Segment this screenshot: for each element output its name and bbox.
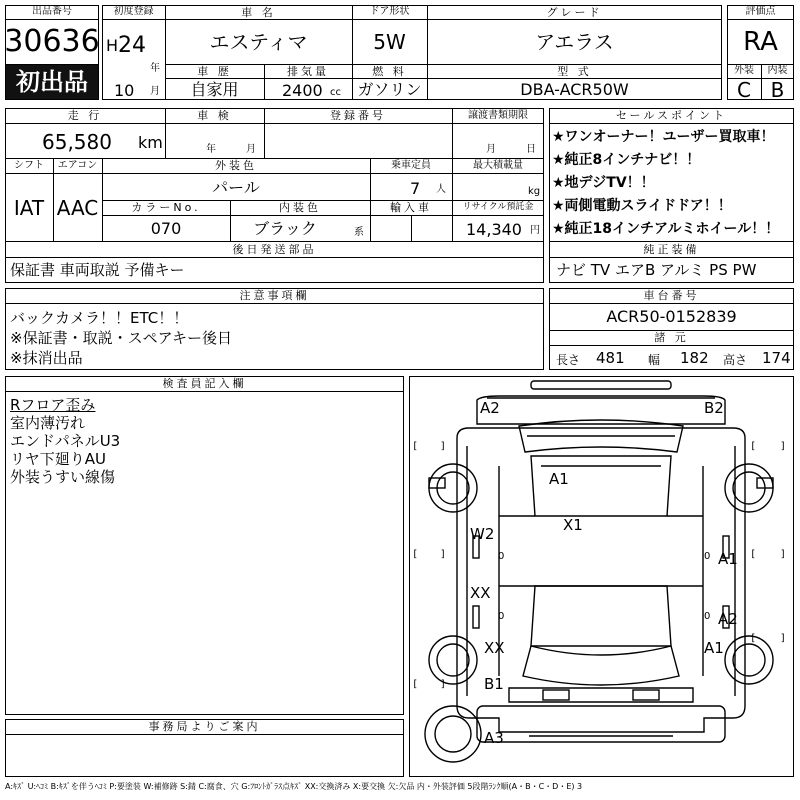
lot-number: 30636 bbox=[4, 24, 100, 59]
zero-mark: 0 bbox=[498, 551, 505, 562]
width-label: 幅 bbox=[648, 353, 661, 367]
damage-mark: A2 bbox=[718, 610, 738, 628]
bracket-left: [ bbox=[750, 549, 757, 560]
chassis-label: 車台番号 bbox=[643, 289, 700, 302]
color-no-label: カラーNo. bbox=[131, 201, 201, 214]
capacity-label: 乗車定員 bbox=[391, 159, 431, 171]
selling-point: ★純正8インチナビ！！ bbox=[552, 152, 701, 168]
recycle-label: リサイクル預託金 bbox=[462, 202, 534, 212]
fuel-label: 燃 料 bbox=[372, 64, 407, 78]
grade: アエラス bbox=[535, 30, 614, 54]
damage-mark: X1 bbox=[563, 516, 583, 534]
bracket-right: ] bbox=[440, 549, 447, 560]
shift: IAT bbox=[13, 196, 45, 220]
bracket-left: [ bbox=[750, 441, 757, 452]
inspector-line: リヤ下廻りAU bbox=[10, 450, 106, 468]
color-no: 070 bbox=[150, 219, 182, 238]
inspection-label: 車 検 bbox=[197, 109, 232, 122]
car-name-label: 車 名 bbox=[241, 5, 276, 19]
note-line: ※抹消出品 bbox=[10, 349, 83, 367]
selling-point: ★両側電動スライドドア！！ bbox=[552, 198, 732, 214]
bracket-left: [ bbox=[412, 549, 419, 560]
equipment: ナビ TV エアB アルミ PS PW bbox=[556, 261, 757, 279]
selling-point: ★地デジTV！！ bbox=[552, 175, 655, 191]
car-name: エスティマ bbox=[209, 30, 308, 54]
interior-color: ブラック bbox=[253, 219, 317, 238]
damage-mark: A1 bbox=[704, 639, 724, 657]
reg-year: 24 bbox=[118, 33, 146, 58]
damage-mark: A3 bbox=[484, 729, 504, 747]
recycle-unit: 円 bbox=[530, 225, 540, 236]
year-unit: 年 bbox=[150, 63, 160, 74]
fuel: ガソリン bbox=[357, 79, 422, 99]
score-label: 評価点 bbox=[745, 6, 776, 17]
legend: A:ｷｽﾞ U:ﾍｺﾐ B:ｷｽﾞを伴うﾍｺﾐ P:要塗装 W:補修跡 S:錆 C:腐食、穴 G:ﾌﾛﾝﾄｶﾞﾗｽ点ｷｽﾞ XX:交換済み X:要交換 欠:欠品 内・外装評価 5段階ﾗﾝｸ順(A・B・C・D・E) 3 bbox=[5, 782, 583, 791]
int-color-label: 内装色 bbox=[279, 201, 321, 214]
mileage-label: 走 行 bbox=[67, 109, 103, 122]
load-unit: kg bbox=[528, 186, 541, 197]
damage-mark: A2 bbox=[480, 399, 500, 417]
later-parts-label: 後日発送部品 bbox=[232, 242, 317, 256]
displacement: 2400 bbox=[282, 81, 323, 100]
car-diagram bbox=[409, 376, 794, 777]
transfer-month-unit: 月 bbox=[486, 144, 496, 155]
damage-mark: B1 bbox=[484, 675, 504, 693]
selling-points-label: セールスポイント bbox=[615, 109, 727, 122]
inspection-year-unit: 年 bbox=[206, 144, 216, 155]
damage-mark: XX bbox=[484, 639, 505, 657]
dims-label: 諸 元 bbox=[654, 331, 689, 344]
history: 自家用 bbox=[190, 79, 239, 99]
inspector-label: 検査員記入欄 bbox=[162, 377, 247, 390]
bracket-left: [ bbox=[412, 441, 419, 452]
first-listing-badge: 初出品 bbox=[6, 65, 98, 99]
damage-mark: W2 bbox=[470, 525, 495, 543]
reg-month: 10 bbox=[114, 81, 135, 100]
door-type: 5W bbox=[373, 30, 406, 54]
bracket-right: ] bbox=[780, 633, 787, 644]
height: 174 bbox=[762, 349, 791, 367]
office-label: 事務局よりご案内 bbox=[148, 720, 261, 733]
inspector-line: 外装うすい線傷 bbox=[10, 468, 116, 486]
mileage-unit: km bbox=[138, 133, 163, 152]
month-unit: 月 bbox=[150, 86, 160, 97]
exterior-grade: C bbox=[737, 77, 751, 102]
model-code: DBA-ACR50W bbox=[520, 79, 629, 99]
bracket-right: ] bbox=[440, 441, 447, 452]
bracket-left: [ bbox=[750, 633, 757, 644]
equipment-label: 純正装備 bbox=[643, 242, 700, 256]
selling-point: ★純正18インチアルミホイール！！ bbox=[552, 221, 780, 237]
transfer-day-unit: 日 bbox=[526, 144, 536, 155]
height-label: 高さ bbox=[723, 353, 748, 367]
int-color-unit: 系 bbox=[354, 227, 364, 238]
bracket-left: [ bbox=[412, 679, 419, 690]
plate-label: 登録番号 bbox=[330, 109, 386, 122]
later-parts: 保証書 車両取説 予備キー bbox=[10, 261, 185, 279]
shift-label: シフト bbox=[14, 159, 44, 171]
note-line: ※保証書・取説・スペアキー後日 bbox=[10, 329, 232, 347]
bracket-right: ] bbox=[780, 549, 787, 560]
era: H bbox=[106, 36, 119, 55]
chassis-number: ACR50-0152839 bbox=[606, 307, 737, 326]
exterior-color: パール bbox=[212, 177, 260, 197]
inspector-line: エンドパネルU3 bbox=[10, 432, 121, 450]
damage-mark: XX bbox=[470, 584, 491, 602]
recycle-fee: 14,340 bbox=[466, 220, 522, 239]
load-label: 最大積載量 bbox=[473, 159, 523, 171]
damage-mark: A1 bbox=[549, 470, 569, 488]
length: 481 bbox=[596, 349, 625, 367]
door-label: ドア形状 bbox=[369, 6, 410, 17]
displacement-unit: cc bbox=[330, 87, 341, 98]
note-line: バックカメラ！！ETC！！ bbox=[10, 309, 189, 327]
length-label: 長さ bbox=[556, 353, 581, 367]
zero-mark: 0 bbox=[498, 611, 505, 622]
ac-label: エアコン bbox=[57, 159, 98, 171]
model-label: 型 式 bbox=[557, 64, 592, 78]
damage-mark: A1 bbox=[718, 550, 738, 568]
transfer-label: 譲渡書類期限 bbox=[468, 109, 528, 121]
zero-mark: 0 bbox=[704, 611, 711, 622]
history-label: 車 歴 bbox=[197, 64, 232, 78]
damage-mark: B2 bbox=[704, 399, 724, 417]
notes-label: 注意事項欄 bbox=[239, 289, 310, 302]
lot-label: 出品番号 bbox=[32, 6, 72, 17]
reg-label: 初度登録 bbox=[113, 6, 154, 17]
overall-score: RA bbox=[743, 27, 778, 57]
zero-mark: 0 bbox=[704, 551, 711, 562]
selling-point: ★ワンオーナー！ユーザー買取車！ bbox=[552, 129, 775, 145]
bracket-right: ] bbox=[780, 441, 787, 452]
inspection-month-unit: 月 bbox=[246, 144, 256, 155]
grade-label: グレード bbox=[546, 5, 603, 19]
inspector-line: 室内薄汚れ bbox=[10, 414, 86, 432]
mileage: 65,580 bbox=[42, 130, 112, 154]
interior-label: 内装 bbox=[767, 65, 788, 76]
inspector-line: Rフロア歪み bbox=[10, 396, 96, 414]
color-label: 外装色 bbox=[215, 159, 257, 172]
bracket-right: ] bbox=[440, 679, 447, 690]
capacity-unit: 人 bbox=[436, 184, 446, 195]
aircon: AAC bbox=[56, 196, 99, 220]
exterior-label: 外装 bbox=[734, 65, 754, 76]
displacement-label: 排気量 bbox=[287, 64, 329, 78]
width: 182 bbox=[680, 349, 709, 367]
interior-grade: B bbox=[770, 77, 785, 102]
capacity: 7 bbox=[410, 179, 421, 198]
import-label: 輸入車 bbox=[390, 201, 432, 214]
